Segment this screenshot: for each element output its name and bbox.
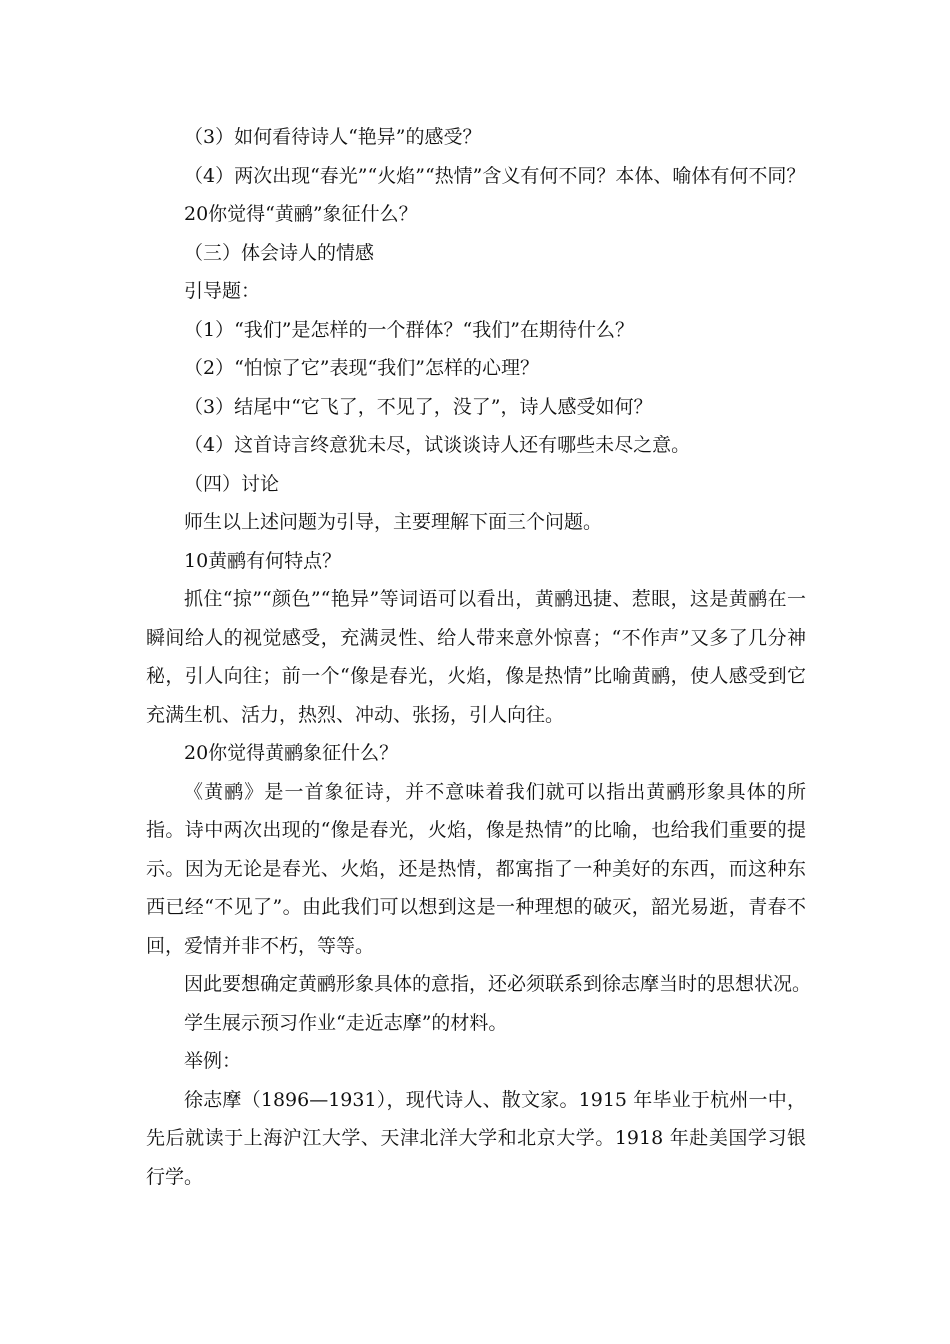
paragraph-question-symbol: 20你觉得“黄鹂”象征什么？ <box>184 203 418 225</box>
paragraph-context-note: 因此要想确定黄鹂形象具体的意指，还必须联系到徐志摩当时的思想状况。 <box>184 973 812 995</box>
paragraph-discussion-intro: 师生以上述问题为引导，主要理解下面三个问题。 <box>184 511 603 533</box>
paragraph-guide-1: （1）“我们”是怎样的一个群体？“我们”在期待什么？ <box>184 318 634 341</box>
paragraph-answer-features: 抓住“掠”“颜色”“艳异”等词语可以看出，黄鹂迅捷、惹眼，这是黄鹂在一瞬间给人的视觉感受，充满灵性、给人带来意外惊喜；“不作声”又多了几分神秘，引人向往；前一个“像是春光，火焰，像是热情”比喻黄鹂，使人感受到它充满生机、活力，热烈、冲动、张扬，引人向往。 <box>146 588 806 726</box>
section-heading-discussion: （四）讨论 <box>184 472 280 495</box>
document-body <box>146 118 812 1196</box>
paragraph-question-3: （3）如何看待诗人“艳异”的感受？ <box>184 126 482 148</box>
section-heading-emotion: （三）体会诗人的情感 <box>184 241 375 264</box>
paragraph-question-symbol-2: 20你觉得黄鹂象征什么？ <box>184 742 399 764</box>
paragraph-guide-label: 引导题： <box>184 280 261 302</box>
paragraph-guide-2: （2）“怕惊了它”表现“我们”怎样的心理？ <box>184 357 539 379</box>
paragraph-guide-4: （4）这首诗言终意犹未尽，试谈谈诗人还有哪些未尽之意。 <box>184 434 691 456</box>
paragraph-guide-3: （3）结尾中“它飞了，不见了，没了”，诗人感受如何？ <box>184 395 653 418</box>
paragraph-student-task: 学生展示预习作业“走近志摩”的材料。 <box>184 1011 508 1034</box>
paragraph-example-label: 举例： <box>184 1050 242 1072</box>
paragraph-answer-symbol: 《黄鹂》是一首象征诗，并不意味着我们就可以指出黄鹂形象具体的所指。诗中两次出现的“像是春光，火焰，像是热情”的比喻，也给我们重要的提示。因为无论是春光、火焰，还是热情，都寓指了一种美好的东西，而这种东西已经“不见了”。由此我们可以想到这是一种理想的破灭，韶光易逝，青春不回，爱情并非不朽，等等。 <box>146 780 806 957</box>
paragraph-question-4: （4）两次出现“春光”“火焰”“热情”含义有何不同？本体、喻体有何不同？ <box>184 164 806 187</box>
paragraph-biography: 徐志摩（1896—1931），现代诗人、散文家。1915 年毕业于杭州一中，先后就读于上海沪江大学、天津北洋大学和北京大学。1918 年赴美国学习银行学。 <box>146 1088 806 1188</box>
paragraph-question-features: 10黄鹂有何特点？ <box>184 549 342 572</box>
